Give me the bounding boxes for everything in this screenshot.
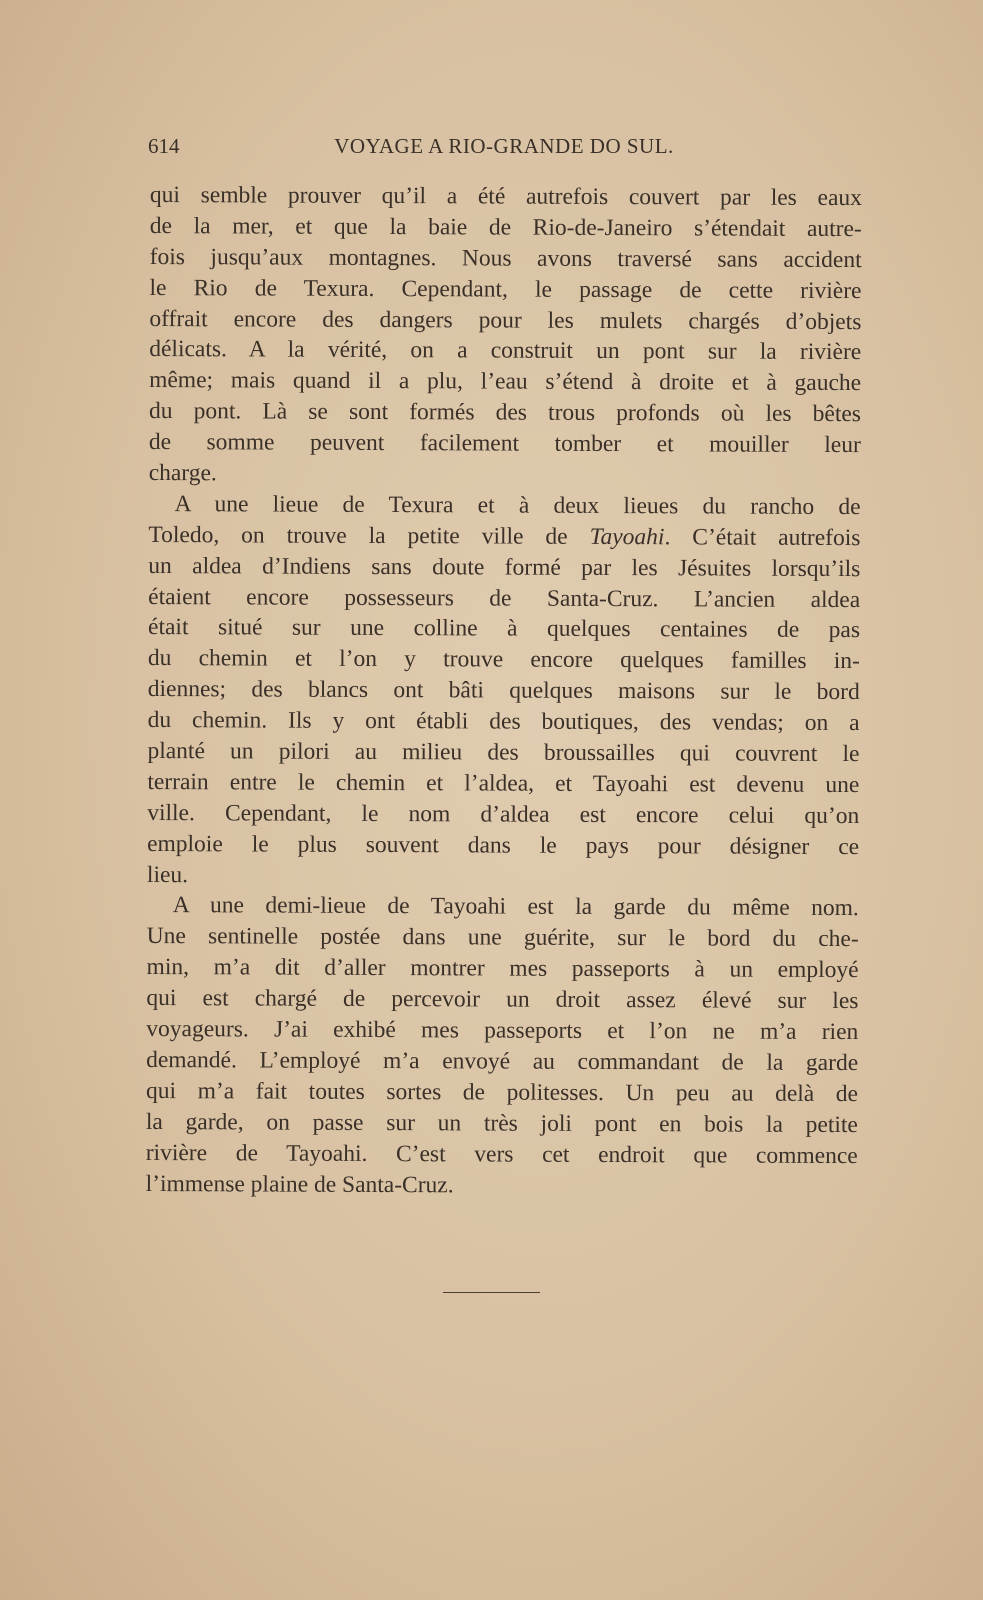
text-line: demandé. L’employé m’a envoyé au commandant de la garde — [146, 1046, 859, 1077]
text-line: min, m’a dit d’aller montrer mes passeports à un employé — [146, 954, 859, 984]
text-line: Une sentinelle postée dans une guérite, sur le bord du che- — [146, 923, 859, 953]
italic-place-name: Tayoahi — [589, 523, 665, 551]
text-line: de la mer, et que la baie de Rio-de-Janeiro s’étendait autre- — [149, 212, 862, 242]
text-line: lieu. — [146, 861, 189, 888]
paragraph-2 — [147, 489, 861, 894]
text-line: délicats. A la vérité, on a construit un pont sur la rivière — [149, 336, 862, 366]
text-segment: . C’était autrefois — [664, 524, 861, 551]
text-line: A une demi-lieue de Tayoahi est la garde du même nom. — [172, 892, 859, 922]
text-line: planté un pilori au milieu des broussailles qui couvrent le — [147, 738, 860, 768]
text-line: terrain entre le chemin et l’aldea, et Tayoahi est devenu une — [147, 768, 860, 799]
text-line: emploie le plus souvent dans le pays pour désigner ce — [147, 830, 860, 860]
text-line: l’immense plaine de Santa-Cruz. — [145, 1170, 454, 1198]
text-line: voyageurs. J’ai exhibé mes passeports et l’on ne m’a rien — [146, 1016, 859, 1046]
text-line: la garde, on passe sur un très joli pont en bois la petite — [145, 1108, 858, 1138]
text-line: charge. — [148, 460, 217, 487]
text-line: rivière de Tayoahi. C’est vers cet endroit que commence — [145, 1139, 858, 1169]
text-line: étaient encore possesseurs de Santa-Cruz. L’ancien aldea — [148, 583, 861, 613]
text-line — [148, 520, 860, 554]
text-line: du chemin et l’on y trouve encore quelques familles in- — [147, 645, 860, 675]
paragraph-3 — [146, 890, 859, 1202]
end-rule-divider — [443, 1292, 540, 1293]
text-line: qui m’a fait toutes sortes de politesses. Un peu au delà de — [145, 1077, 859, 1107]
running-title: VOYAGE A RIO-GRANDE DO SUL. — [334, 134, 674, 158]
text-line: même; mais quand il a plu, l’eau s’étend à droite et à gauche — [149, 367, 862, 397]
body-text — [146, 180, 862, 1202]
text-line: fois jusqu’aux montagnes. Nous avons traversé sans accident — [149, 243, 862, 273]
text-line: ville. Cependant, le nom d’aldea est encore celui qu’on — [147, 799, 860, 829]
text-line: qui est chargé de percevoir un droit assez élevé sur les — [146, 985, 859, 1015]
page-number: 614 — [148, 134, 180, 158]
text-line: du pont. Là se sont formés des trous profonds où les bêtes — [148, 398, 862, 428]
paragraph-1 — [149, 180, 862, 492]
text-line: un aldea d’Indiens sans doute formé par les Jésuites lorsqu’ils — [148, 552, 861, 582]
text-line: du chemin. Ils y ont établi des boutiques, des vendas; on a — [147, 707, 860, 737]
text-line: de somme peuvent facilement tomber et mouiller leur — [148, 429, 861, 459]
text-line: diennes; des blancs ont bâti quelques maisons sur le bord — [147, 676, 860, 706]
text-segment: Toledo, on trouve la petite ville de — [148, 521, 590, 550]
text-line: offrait encore des dangers pour les mulets chargés d’objets — [149, 305, 862, 335]
text-line: A une lieue de Texura et à deux lieues du rancho de — [174, 491, 861, 521]
text-line: le Rio de Texura. Cependant, le passage de cette rivière — [149, 274, 862, 304]
text-line: était situé sur une colline à quelques centaines de pas — [147, 614, 861, 644]
text-line: qui semble prouver qu’il a été autrefois couvert par les eaux — [149, 181, 862, 212]
page-header — [148, 134, 860, 164]
